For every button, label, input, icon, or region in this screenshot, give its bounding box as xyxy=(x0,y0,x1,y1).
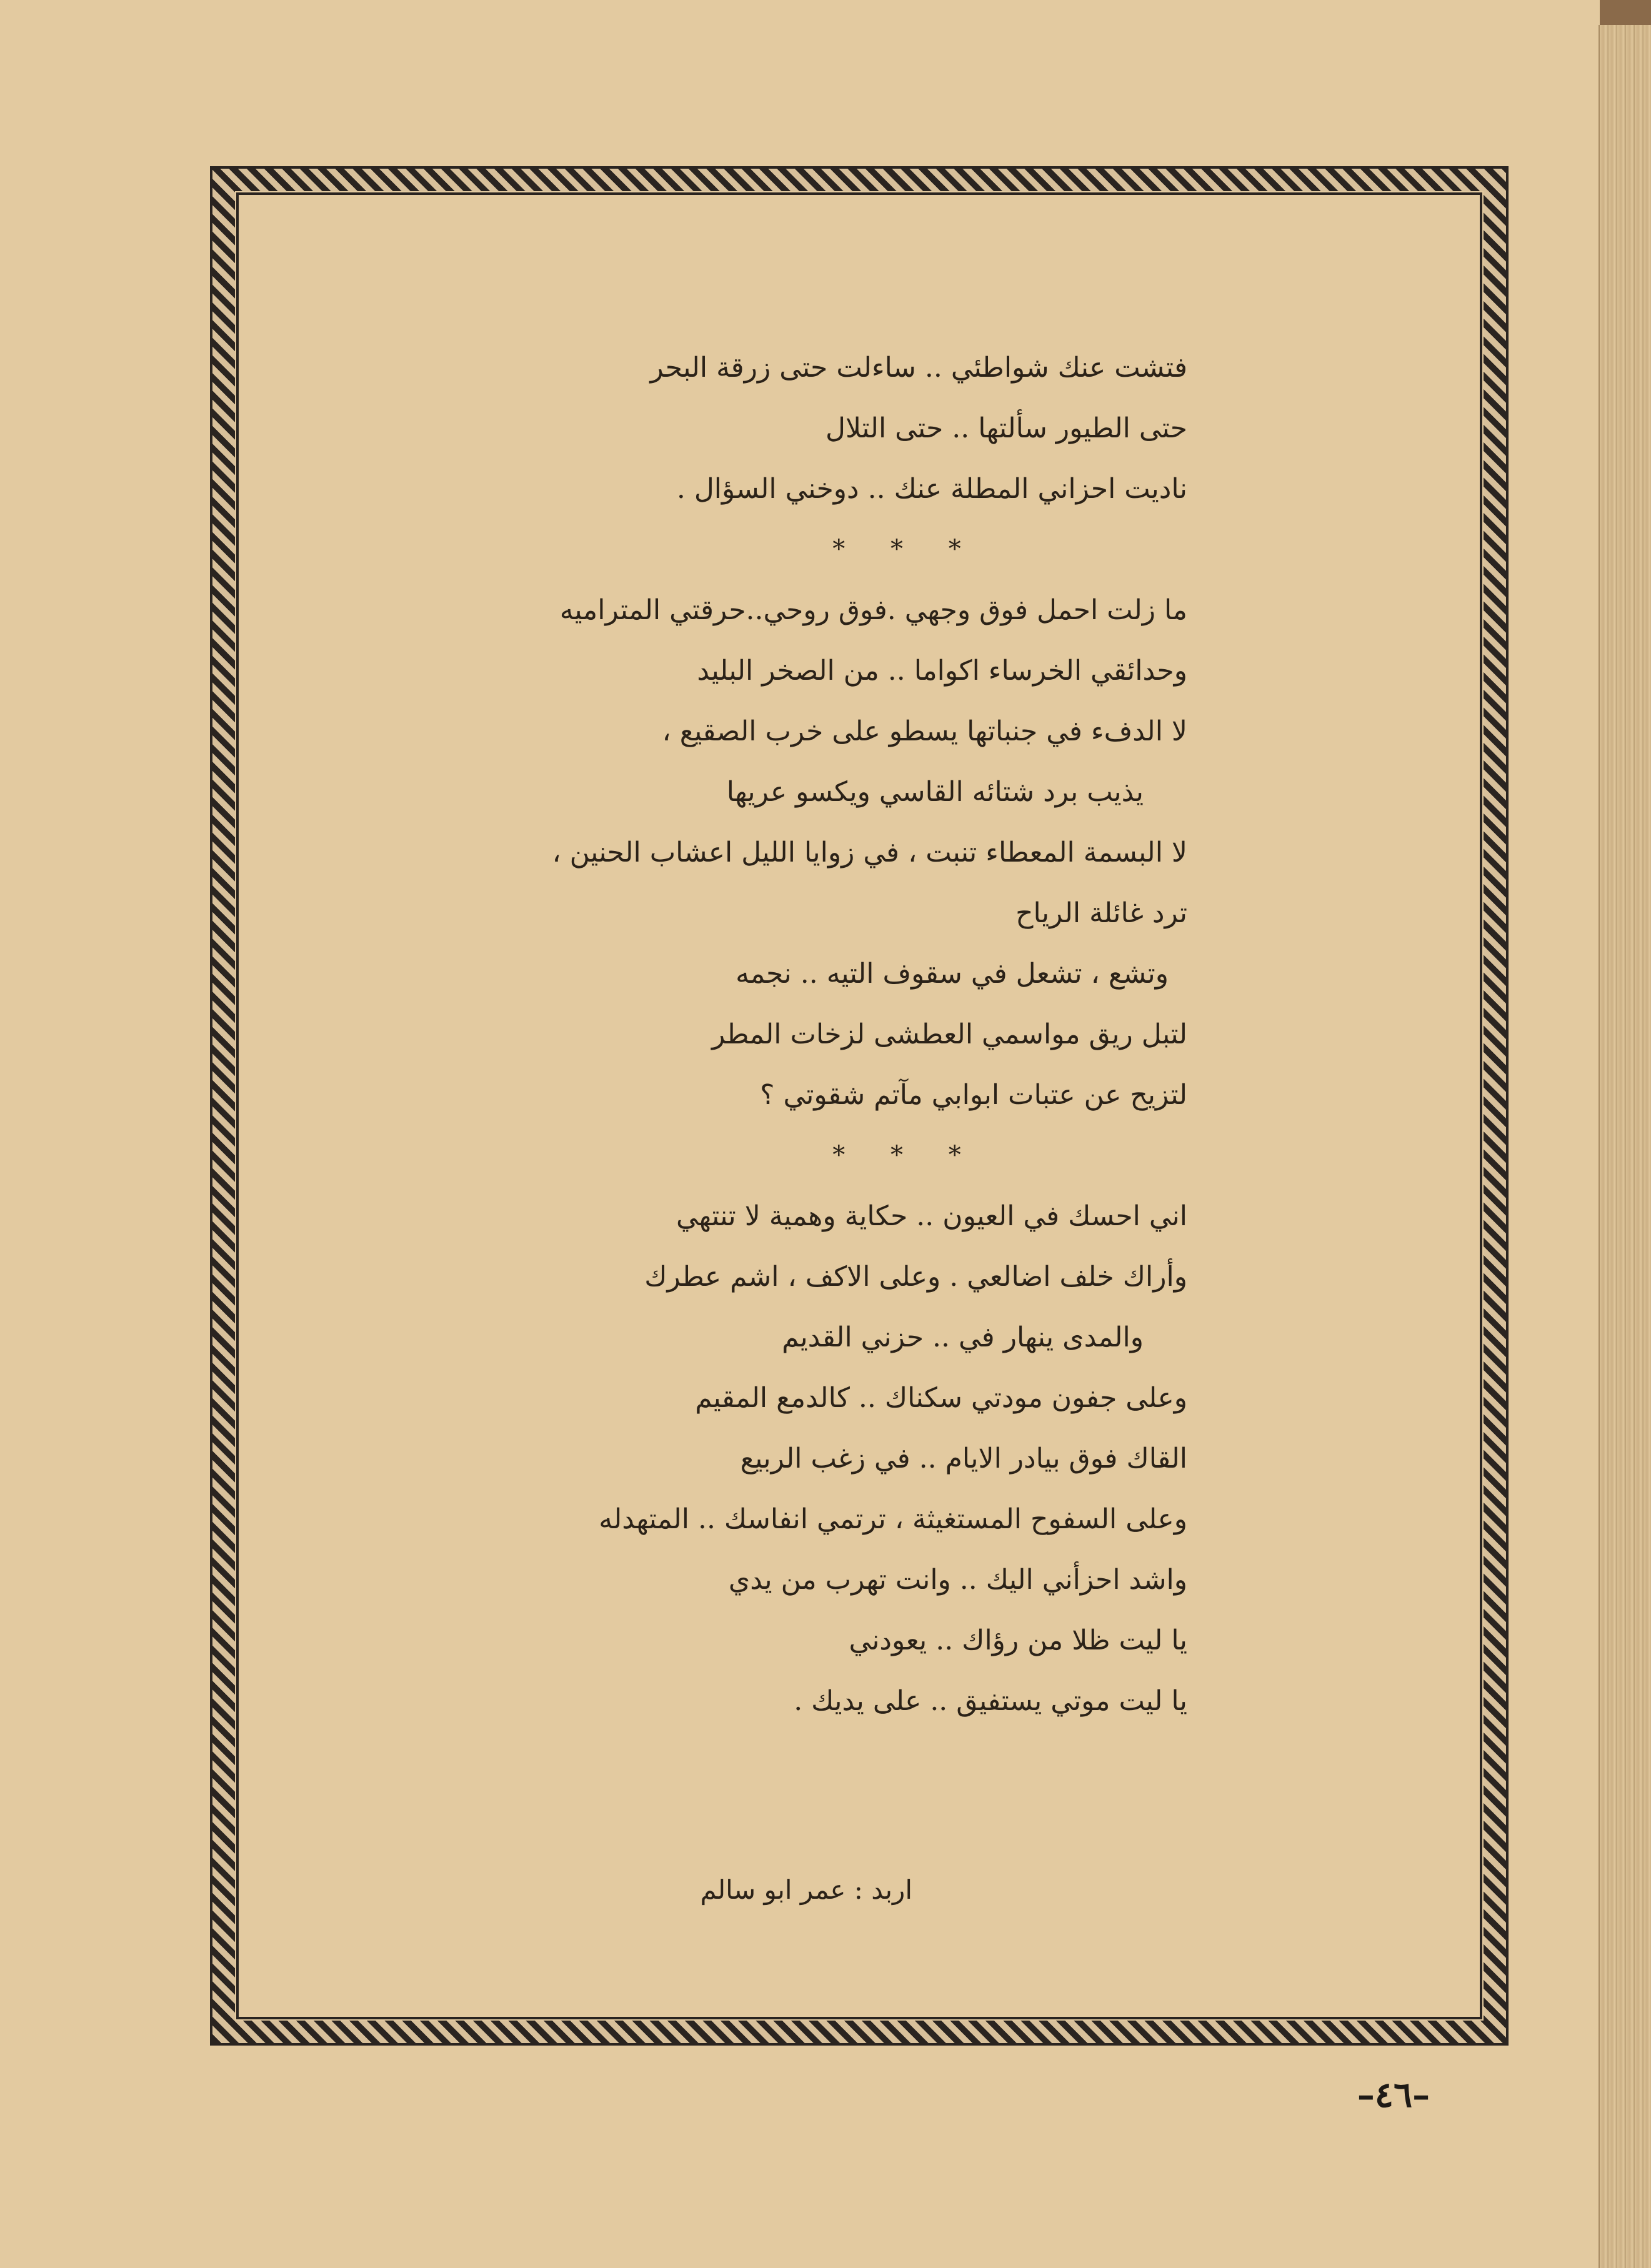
author-signature: اربد : عمر ابو سالم xyxy=(700,1874,912,1905)
stanza-2 xyxy=(512,580,1187,1125)
poem-line: لا البسمة المعطاء تنبت ، في زوايا الليل اعشاب الحنين ، xyxy=(552,837,1187,868)
poem-line: وعلى جفون مودتي سكناك .. كالدمع المقيم xyxy=(695,1382,1187,1414)
poem-line: يذيب برد شتائه القاسي ويكسو عريها xyxy=(726,776,1144,808)
poem-line: وحدائقي الخرساء اكواما .. من الصخر البليد xyxy=(697,655,1187,687)
poem-line: ما زلت احمل فوق وجهي .فوق روحي..حرقتي المتراميه xyxy=(559,594,1187,626)
poem-line: وعلى السفوح المستغيثة ، ترتمي انفاسك .. المتهدله xyxy=(599,1503,1187,1535)
stanza-separator: * * * xyxy=(832,1141,980,1170)
stanza-separator: * * * xyxy=(832,535,980,564)
page-stack-edge xyxy=(1599,25,1651,2268)
poem-line: واشد احزأني اليك .. وانت تهرب من يدي xyxy=(728,1564,1187,1596)
poem-line: حتى الطيور سألتها .. حتى التلال xyxy=(826,412,1187,444)
poem-line: فتشت عنك شواطئي .. ساءلت حتى زرقة البحر xyxy=(650,352,1187,384)
stanza-1 xyxy=(512,337,1187,519)
poem-line: وأراك خلف اضالعي . وعلى الاكف ، اشم عطرك xyxy=(644,1261,1187,1293)
poem-line: القاك فوق بيادر الايام .. في زغب الربيع xyxy=(740,1443,1187,1475)
poem-line: يا ليت ظلا من رؤاك .. يعودني xyxy=(849,1624,1187,1656)
poem-line: ناديت احزاني المطلة عنك .. دوخني السؤال . xyxy=(676,473,1187,505)
poem-line: وتشع ، تشعل في سقوف التيه .. نجمه xyxy=(736,958,1169,990)
poem-line: لتبل ريق مواسمي العطشى لزخات المطر xyxy=(712,1018,1187,1050)
stanza-3 xyxy=(512,1186,1187,1731)
poem-line: لتزيح عن عتبات ابوابي مآتم شقوتي ؟ xyxy=(760,1079,1187,1111)
poem-line: والمدى ينهار في .. حزني القديم xyxy=(782,1321,1144,1353)
poem-line: لا الدفء في جنباتها يسطو على خرب الصقيع ، xyxy=(662,715,1187,747)
poem-line: يا ليت موتي يستفيق .. على يديك . xyxy=(794,1685,1187,1717)
page-number: –٤٦– xyxy=(1357,2074,1430,2116)
poem-line: ترد غائلة الرياح xyxy=(1015,897,1187,929)
poem-line: اني احسك في العيون .. حكاية وهمية لا تنتهي xyxy=(676,1200,1187,1232)
poem-body xyxy=(512,337,1187,1731)
